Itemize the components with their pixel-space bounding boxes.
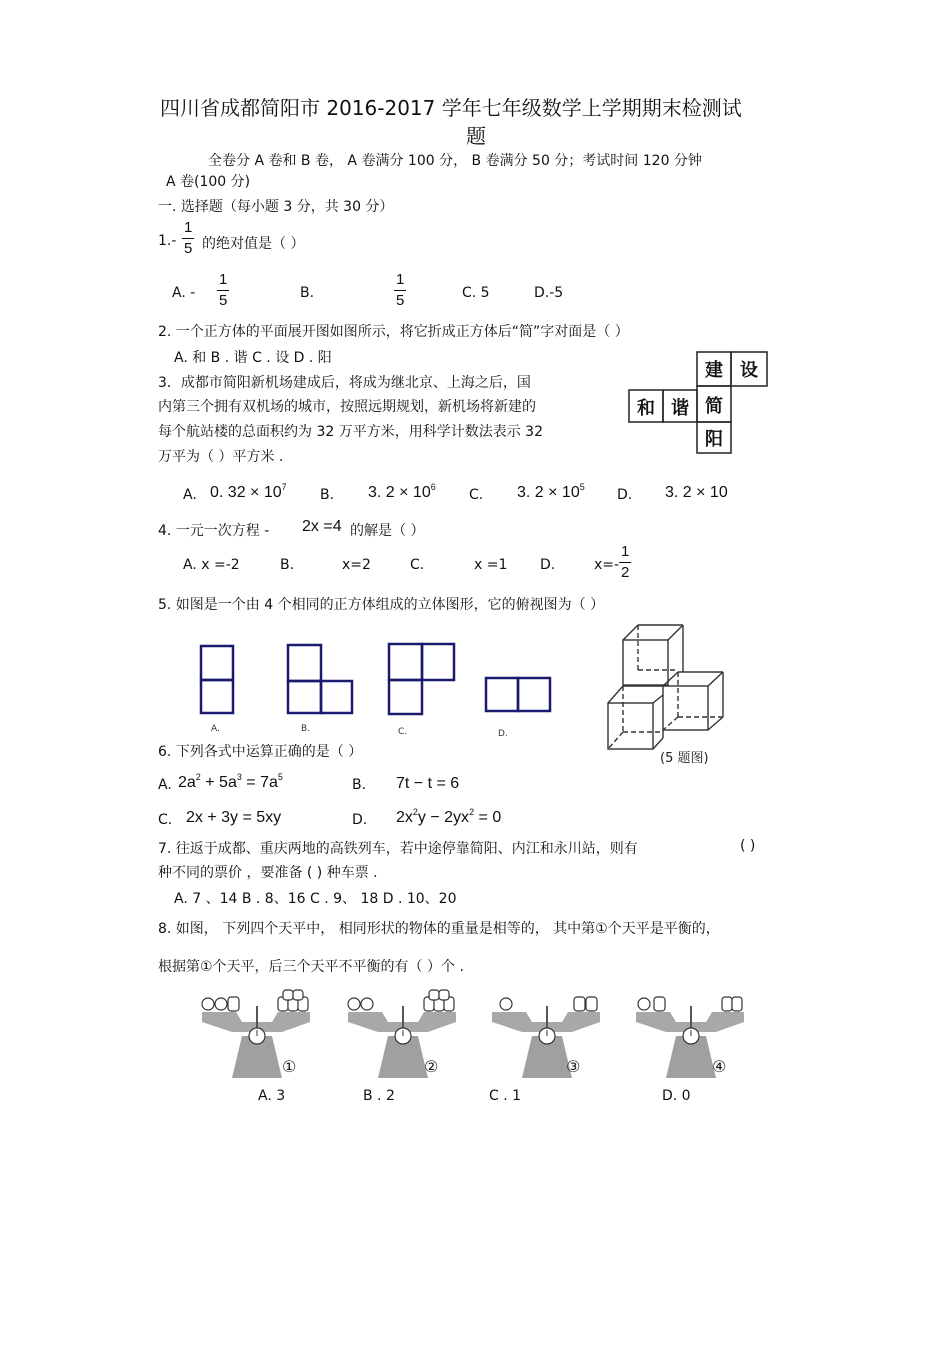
q3-line2: 内第三个拥有双机场的城市，按照远期规划，新机场将新建的: [158, 399, 536, 415]
q3-option-d-value: 3. 2 × 10: [665, 484, 728, 501]
q6-option-a-expr: $2a^2 + 5a^3 = 7a^5$: [178, 772, 283, 791]
q4-option-c-label: C.: [410, 557, 425, 573]
q1-b-den: 5: [396, 292, 405, 309]
net-cell-yang: 阳: [705, 429, 723, 450]
q5-figure-caption: (5 题图): [660, 751, 709, 766]
q5-label-a: A.: [211, 724, 220, 734]
doc-title-line2: 题: [466, 124, 486, 148]
q4-option-b-value: x=2: [342, 557, 371, 573]
q6-option-b-label: B.: [352, 777, 367, 793]
q3-c-base: 3. 2 × 10: [517, 484, 580, 501]
q3-line1: 3．成都市简阳新机场建成后，将成为继北京、上海之后，国: [158, 375, 531, 391]
q3-option-a-label: A.: [183, 487, 197, 503]
q7-options: A. 7 、14 B . 8、16 C . 9、 18 D . 10、20: [174, 891, 457, 907]
q1-option-b-label: B.: [300, 285, 315, 301]
q1-frac-num: 1: [182, 218, 194, 239]
q5-cubes-figure: [603, 620, 733, 770]
q4-option-c-value: x =1: [474, 557, 508, 573]
cube-net-figure: [627, 352, 769, 454]
doc-title-line1: 四川省成都简阳市 2016-2017 学年七年级数学上学期期末检测试: [160, 96, 742, 120]
q3-a-base: 0. 32 × 10: [210, 484, 282, 501]
q4-option-d-value: x=-: [594, 557, 620, 573]
q4-option-b-label: B.: [280, 557, 295, 573]
q4-stem-a: 4. 一元一次方程 -: [158, 523, 270, 539]
q3-c-exp: 5: [579, 482, 585, 492]
q3-option-b-value: [368, 484, 436, 502]
balance-2: [348, 990, 456, 1078]
q1-b-num: 1: [394, 270, 406, 291]
q4-option-d-fraction: [619, 542, 631, 583]
q8-line2: 根据第①个天平，后三个天平不平衡的有（ ）个 .: [158, 959, 464, 975]
net-cell-jian: 建: [705, 360, 723, 381]
q1-option-a-fraction: [217, 270, 229, 311]
q4-d-num: 1: [619, 542, 631, 563]
q3-line3: 每个航站楼的总面积约为 32 万平方米，用科学计数法表示 32: [158, 424, 543, 440]
q6-option-c-expr: 2x + 3y = 5xy: [186, 809, 282, 826]
q6-option-a-label: A.: [158, 777, 172, 793]
exam-info: 全卷分 A 卷和 B 卷， A 卷满分 100 分， B 卷满分 50 分；考试时间 120 分钟: [208, 153, 702, 169]
q1-option-c: C. 5: [462, 285, 490, 301]
q5-label-b: B.: [301, 724, 311, 734]
q3-option-c-label: C.: [469, 487, 484, 503]
q4-equation: 2x =4: [302, 518, 342, 535]
q1-option-b-fraction: [394, 270, 406, 311]
q8-option-b: B . 2: [363, 1088, 395, 1104]
q2-stem: 2. 一个正方体的平面展开图如图所示，将它折成正方体后“简”字对面是（ ）: [158, 324, 629, 340]
q3-option-d-label: D.: [617, 487, 633, 503]
q3-a-exp: 7: [281, 482, 287, 492]
net-cell-xie: 谐: [671, 398, 689, 419]
q1-a-num: 1: [217, 270, 229, 291]
balance-3: [492, 997, 600, 1078]
q8-option-a: A. 3: [258, 1088, 286, 1104]
q1-a-den: 5: [219, 292, 228, 309]
q3-option-b-label: B.: [320, 487, 335, 503]
q6-stem: 6. 下列各式中运算正确的是（ ）: [158, 744, 363, 760]
q3-line4: 万平为（ ）平方米 .: [158, 449, 284, 465]
net-cell-she: 设: [740, 360, 758, 381]
q6-option-b-expr: 7t − t = 6: [396, 775, 460, 792]
q8-option-c: C . 1: [489, 1088, 522, 1104]
volume-a-heading: A 卷(100 分): [166, 174, 251, 190]
section-heading: 一. 选择题（每小题 3 分，共 30 分）: [158, 199, 394, 215]
balance-2-mark: ②: [424, 1057, 439, 1076]
balance-4: [636, 997, 744, 1078]
net-cell-he: 和: [637, 398, 655, 419]
q3-option-c-value: [517, 484, 585, 502]
q5-label-d: D.: [498, 729, 508, 739]
q6-option-d-label: D.: [352, 812, 368, 828]
q5-stem: 5. 如图是一个由 4 个相同的正方体组成的立体图形，它的俯视图为（ ）: [158, 597, 605, 613]
net-cell-jian2: 简: [705, 396, 723, 417]
balance-4-mark: ④: [712, 1057, 727, 1076]
q5-label-c: C.: [398, 727, 408, 737]
q8-option-d: D. 0: [662, 1088, 691, 1104]
q4-option-a: A. x =-2: [183, 557, 240, 573]
q7-answer-paren: ( ): [740, 838, 756, 854]
q1-stem: 的绝对值是（ ）: [202, 236, 305, 252]
balances-figure: [192, 990, 762, 1082]
q1-prefix: 1.-: [158, 233, 177, 249]
q3-b-base: 3. 2 × 10: [368, 484, 431, 501]
balance-1-mark: ①: [282, 1057, 297, 1076]
q7-line1: 7. 往返于成都、重庆两地的高铁列车，若中途停靠简阳、内江和永川站，则有: [158, 841, 638, 857]
q4-d-den: 2: [621, 564, 630, 581]
q4-stem-b: 的解是（ ）: [350, 523, 425, 539]
balance-1: [202, 990, 310, 1078]
q6-option-c-label: C.: [158, 812, 173, 828]
q1-fraction: [182, 218, 194, 259]
q1-frac-den: 5: [184, 240, 193, 257]
q5-options-figure: [190, 640, 570, 740]
q7-line2: 种不同的票价 ，要准备 ( ) 种车票 .: [158, 865, 378, 881]
q8-line1: 8. 如图， 下列四个天平中， 相同形状的物体的重量是相等的， 其中第①个天平是平衡的，: [158, 921, 720, 937]
q6-option-d-expr: $2x^2y - 2yx^2 = 0$: [396, 807, 502, 826]
q4-option-d-label: D.: [540, 557, 556, 573]
q1-option-a-label: A. -: [172, 285, 196, 301]
q1-option-d: D.-5: [534, 285, 564, 301]
q3-option-a-value: [210, 484, 287, 502]
q2-options: A. 和 B . 谐 C . 设 D . 阳: [174, 350, 332, 366]
balance-3-mark: ③: [566, 1057, 581, 1076]
q3-b-exp: 6: [430, 482, 436, 492]
